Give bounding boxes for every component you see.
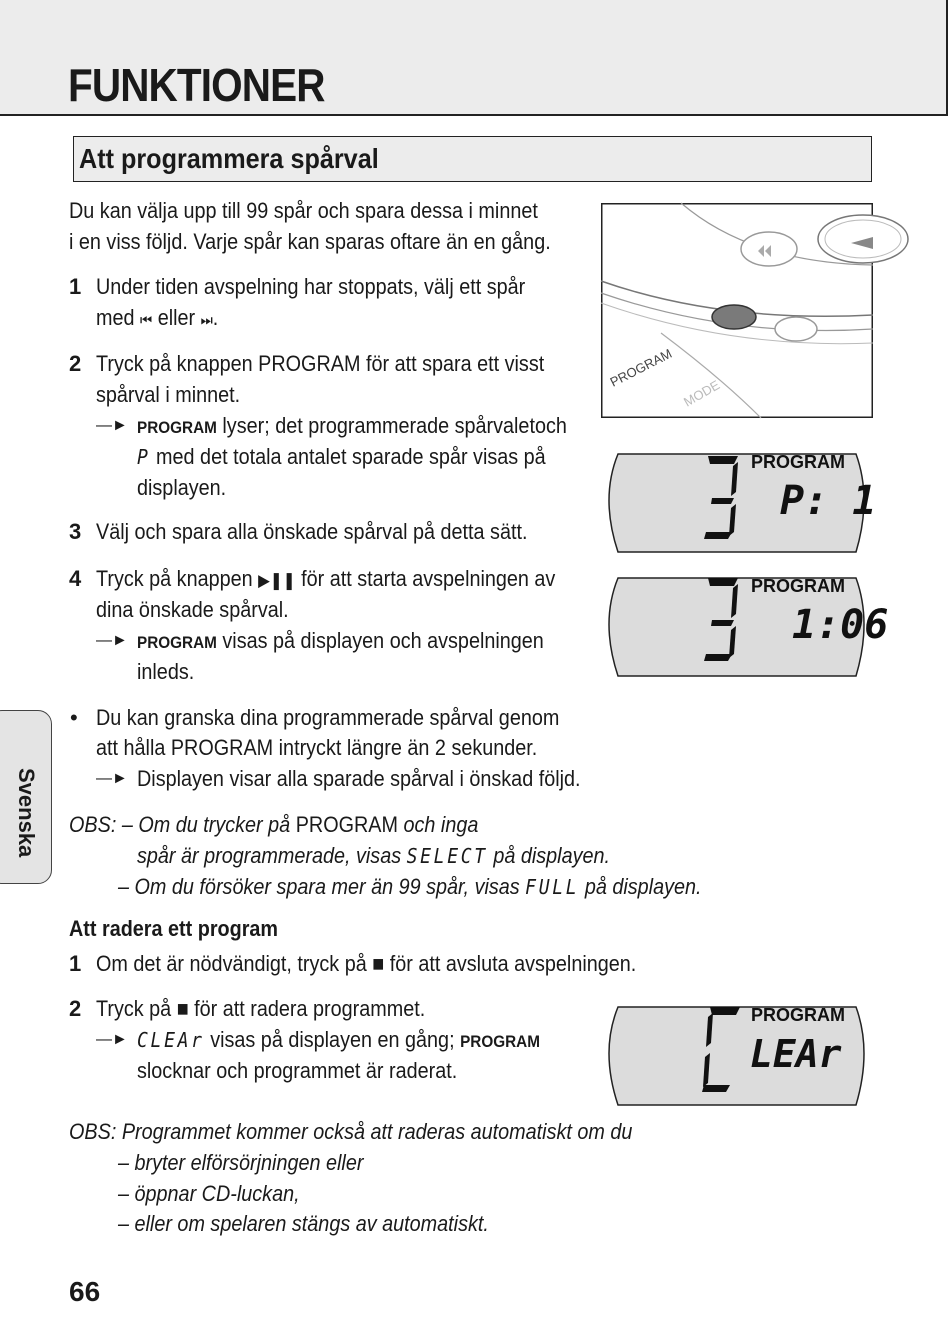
obs-1-line-2: spår är programmerade, visas SELECT på displayen. <box>137 843 611 868</box>
section-heading-box <box>73 136 872 182</box>
obs-2-line-1: OBS: Programmet kommer också att raderas automatiskt om du <box>69 1119 633 1144</box>
step-2-line-1: Tryck på knappen PROGRAM för att spara ett visst <box>96 351 545 376</box>
lcd-full: FULL <box>525 875 580 899</box>
obs-2-line-2: – bryter elförsörjningen eller <box>118 1150 364 1175</box>
step-3-line-1: Välj och spara alla önskade spårval på detta sätt. <box>96 519 528 544</box>
bullet-result: Displayen visar alla sparade spårval i önskad följd. <box>137 766 581 791</box>
result-arrow-icon: —► <box>96 1031 128 1048</box>
step-1-line-2: med ⏮ eller ⏭. <box>96 305 219 330</box>
stop-icon: ■ <box>176 996 189 1021</box>
bullet-icon: • <box>70 705 78 730</box>
result-arrow-icon: —► <box>96 770 128 787</box>
delete-result-line-1: CLEAr visas på displayen en gång; PROGRAM <box>137 1027 540 1052</box>
page-number: 66 <box>69 1276 101 1307</box>
step-4-line-1: Tryck på knappen ▶❚❚ för att starta avspelningen av <box>96 566 556 591</box>
display-text: LEAr <box>750 1032 842 1076</box>
lcd-display-clear <box>600 1001 874 1113</box>
lcd-select: SELECT <box>406 844 488 868</box>
delete-step-2-number: 2 <box>69 996 82 1021</box>
step-2-result-line-2: P med det totala antalet sparade spår visas på <box>137 444 546 469</box>
stop-icon: ■ <box>372 951 385 976</box>
device-illustration <box>601 203 873 418</box>
delete-step-1-line: Om det är nödvändigt, tryck på ■ för att avsluta avspelningen. <box>96 951 637 976</box>
lcd-p-symbol: P <box>137 445 151 469</box>
mode-label-illustration: MODE <box>681 377 723 410</box>
page-header <box>0 0 948 116</box>
obs-2-line-3: – öppnar CD-luckan, <box>118 1181 300 1206</box>
step-1-number: 1 <box>69 274 82 299</box>
intro-line-1: Du kan välja upp till 99 spår och spara dessa i minnet <box>69 198 538 223</box>
mode-button-illustration <box>775 317 817 341</box>
program-button-illustration <box>712 305 756 329</box>
display-program-label: PROGRAM <box>751 452 845 472</box>
obs-1-line-1: OBS: – Om du trycker på PROGRAM och inga <box>69 812 479 837</box>
result-arrow-icon: —► <box>96 632 128 649</box>
bullet-line-2: att hålla PROGRAM intryckt längre än 2 sekunder. <box>96 735 538 760</box>
step-4-result-line-1: PROGRAM visas på displayen och avspelningen <box>137 628 544 653</box>
obs-2-line-4: – eller om spelaren stängs av automatiskt. <box>118 1211 489 1236</box>
previous-icon: ⏮ <box>140 312 153 329</box>
next-icon: ⏭ <box>200 312 213 329</box>
step-2-number: 2 <box>69 351 82 376</box>
display-program-label: PROGRAM <box>751 576 845 596</box>
obs-1-line-3: – Om du försöker spara mer än 99 spår, visas FULL på displayen. <box>118 874 702 899</box>
display-text: 1:06 <box>792 602 889 648</box>
section-title: Att programmera spårval <box>79 143 379 174</box>
step-1-line-1: Under tiden avspelning har stoppats, välj ett spår <box>96 274 526 299</box>
lcd-clear: CLEAr <box>137 1028 205 1052</box>
delete-result-line-2: slocknar och programmet är raderat. <box>137 1058 458 1083</box>
result-arrow-icon: —► <box>96 417 128 434</box>
step-4-line-2: dina önskade spårval. <box>96 597 289 622</box>
step-2-line-2: spårval i minnet. <box>96 382 241 407</box>
step-4-number: 4 <box>69 566 82 591</box>
program-label-illustration: PROGRAM <box>607 345 675 390</box>
delete-step-1-number: 1 <box>69 951 82 976</box>
intro-line-2: i en viss följd. Varje spår kan sparas oftare än en gång. <box>69 229 551 254</box>
delete-step-2-line: Tryck på ■ för att radera programmet. <box>96 996 426 1021</box>
step-4-result-line-2: inleds. <box>137 659 195 684</box>
play-pause-icon: ▶❚❚ <box>258 571 296 590</box>
display-text: P: 1 <box>780 478 877 524</box>
lcd-display-program-p1 <box>600 448 877 560</box>
step-2-result-line-1: PROGRAM lyser; det programmerade spårvaletoch <box>137 413 567 438</box>
chapter-title: FUNKTIONER <box>68 59 325 111</box>
step-2-result-line-3: displayen. <box>137 475 227 500</box>
language-tab-label: Svenska <box>14 768 39 858</box>
bullet-line-1: Du kan granska dina programmerade spårval genom <box>96 705 560 730</box>
display-program-label: PROGRAM <box>751 1005 845 1025</box>
delete-subheading: Att radera ett program <box>69 916 279 941</box>
step-3-number: 3 <box>69 519 82 544</box>
lcd-display-program-time <box>600 572 889 684</box>
